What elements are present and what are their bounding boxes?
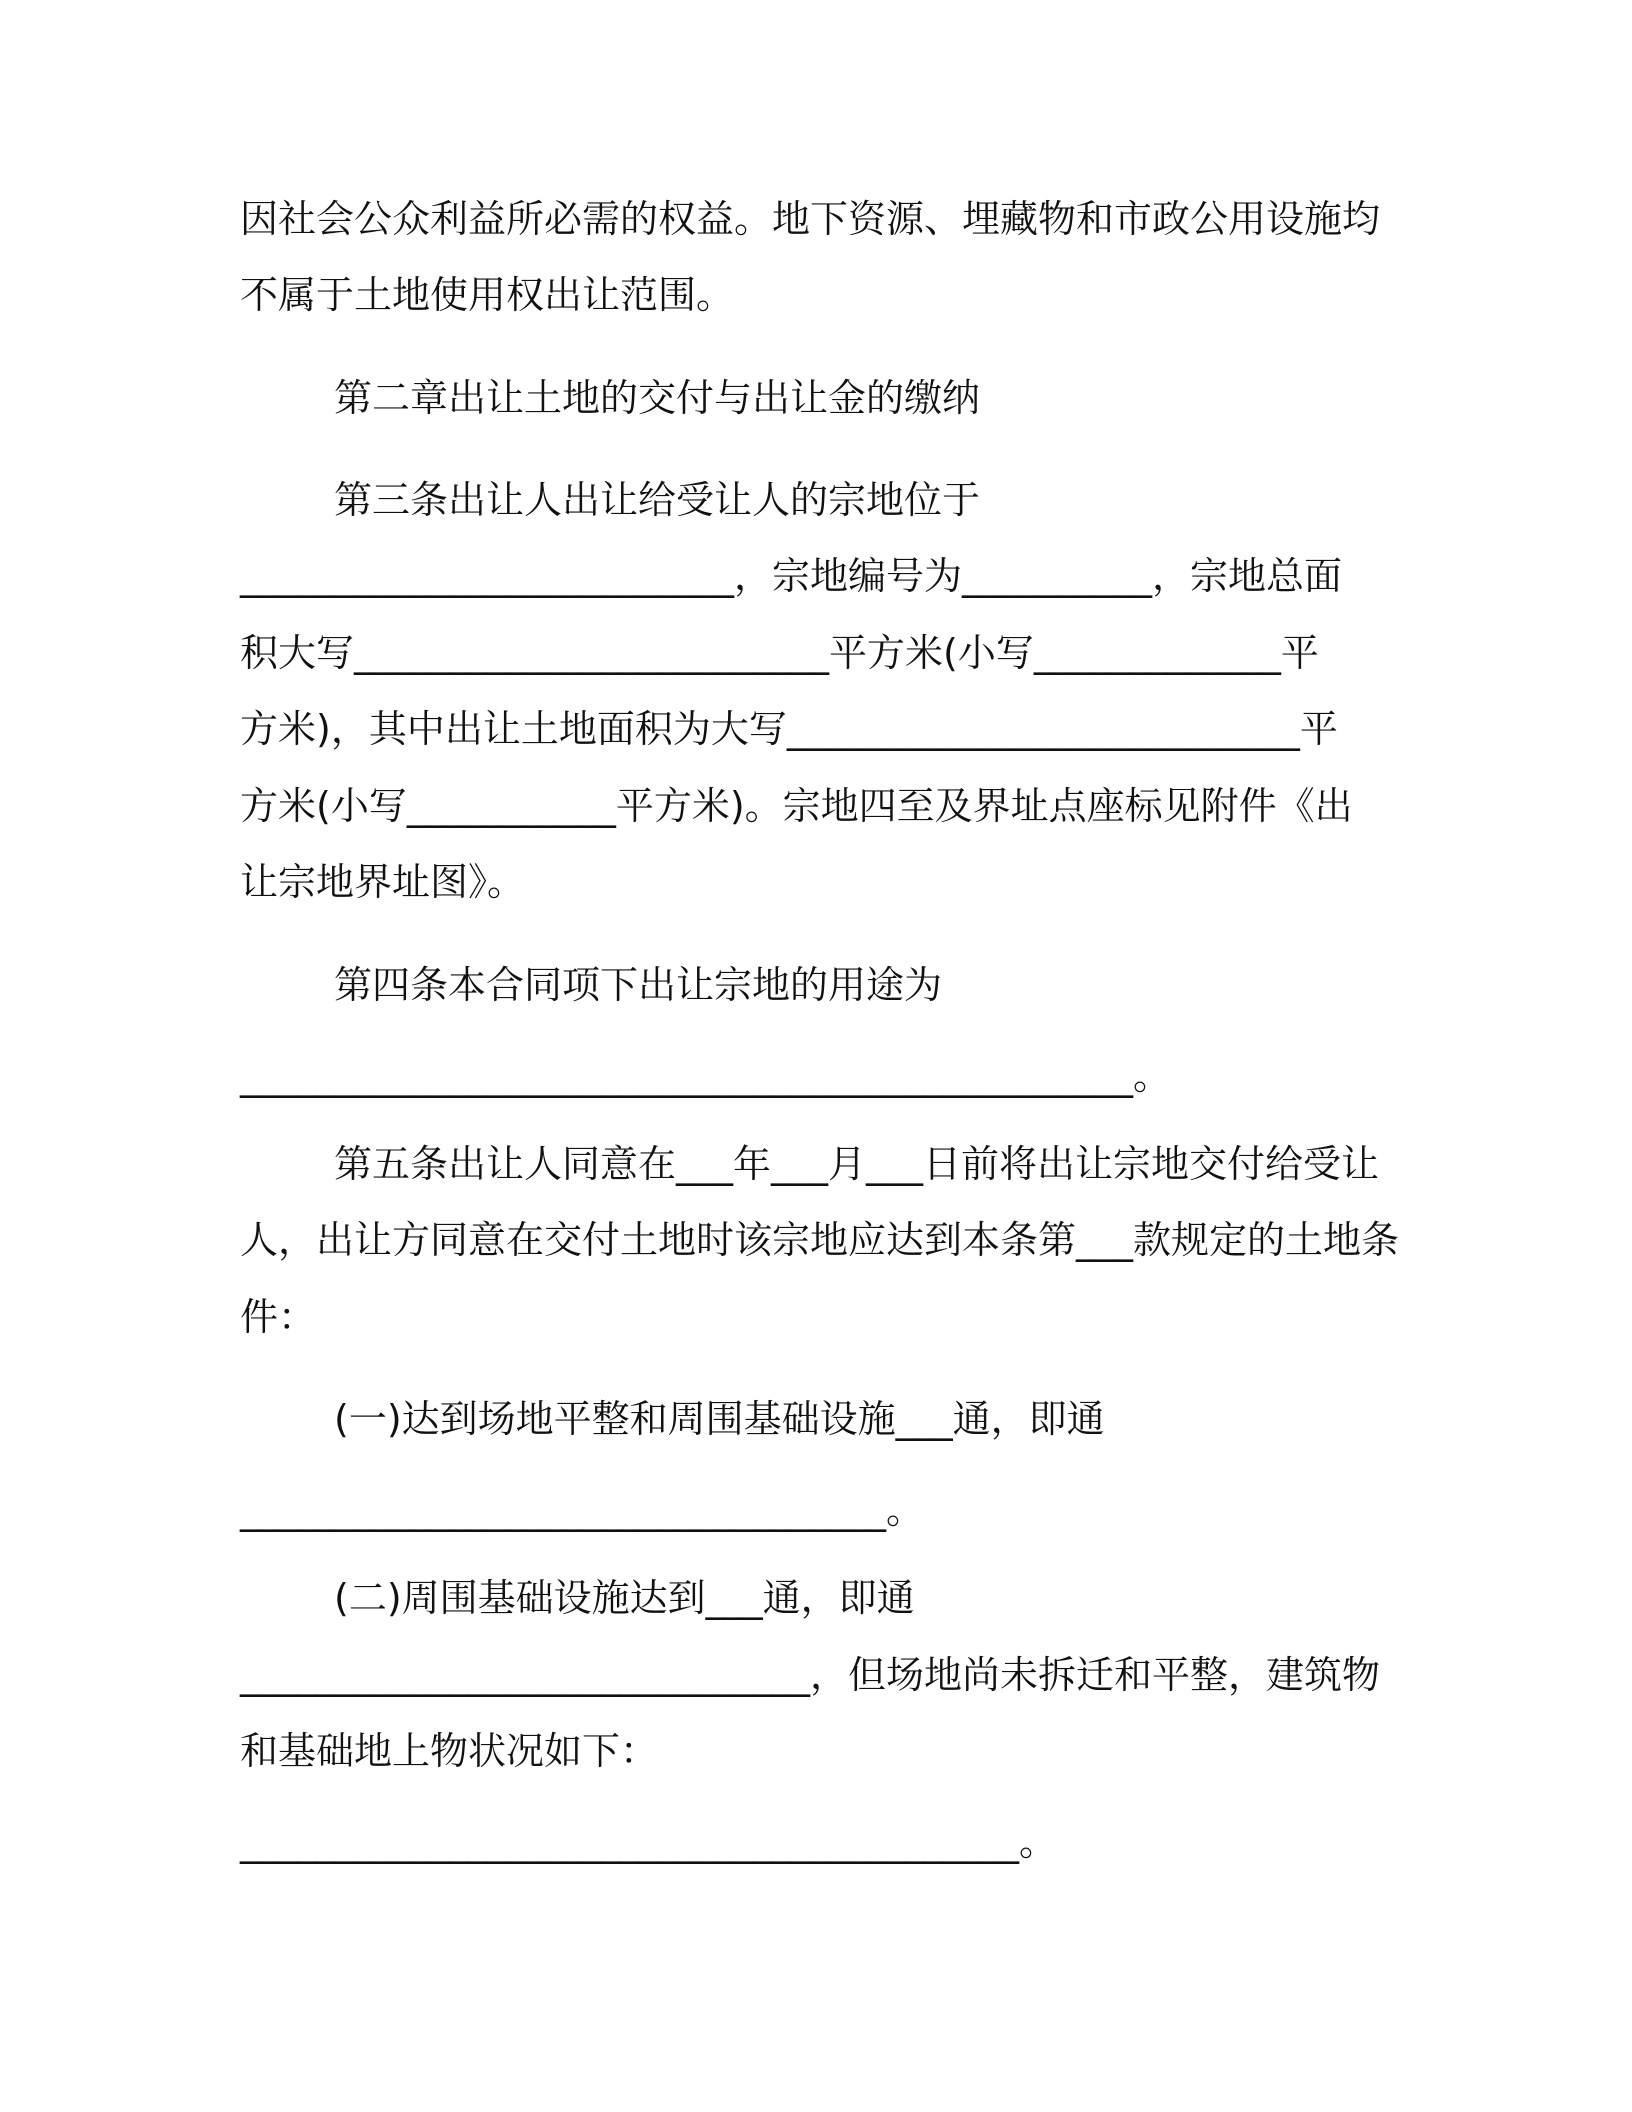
article-4-line: _______________________________________________。 bbox=[240, 1054, 1172, 1098]
article-3-line: 积大写_________________________平方米(小写_____________平 bbox=[240, 631, 1319, 675]
clause-2-line: ______________________________，但场地尚未拆迁和平整，建筑物 bbox=[240, 1653, 1381, 1697]
clause-1-line: __________________________________。 bbox=[240, 1488, 925, 1532]
clause-1-line: (一)达到场地平整和周围基础设施___通，即通 bbox=[334, 1397, 1105, 1441]
clause-2-line: _________________________________________。 bbox=[240, 1820, 1058, 1864]
paragraph-line: 因社会公众利益所必需的权益。地下资源、埋藏物和市政公用设施均 bbox=[240, 197, 1381, 241]
article-3-line: 方米(小写___________平方米)。宗地四至及界址点座标见附件《出 bbox=[240, 784, 1353, 828]
article-5-line: 第五条出让人同意在___年___月___日前将出让宗地交付给受让 bbox=[334, 1142, 1380, 1186]
article-3-line: 方米)，其中出让土地面积为大写___________________________平 bbox=[240, 707, 1338, 751]
article-4-line: 第四条本合同项下出让宗地的用途为 bbox=[334, 963, 943, 1007]
article-5-line: 人，出让方同意在交付土地时该宗地应达到本条第___款规定的土地条 bbox=[240, 1218, 1400, 1262]
article-5-line: 件： bbox=[240, 1295, 317, 1339]
clause-2-line: (二)周围基础设施达到___通，即通 bbox=[334, 1576, 915, 1620]
paragraph-line: 不属于土地使用权出让范围。 bbox=[240, 273, 735, 317]
article-3-line: 第三条出让人出让给受让人的宗地位于 bbox=[334, 478, 981, 522]
article-3-line: 让宗地界址图》。 bbox=[240, 860, 526, 904]
clause-2-line: 和基础地上物状况如下： bbox=[240, 1729, 659, 1773]
article-3-line: __________________________，宗地编号为__________，宗地总面 bbox=[240, 554, 1343, 598]
chapter-heading: 第二章出让土地的交付与出让金的缴纳 bbox=[334, 376, 981, 420]
